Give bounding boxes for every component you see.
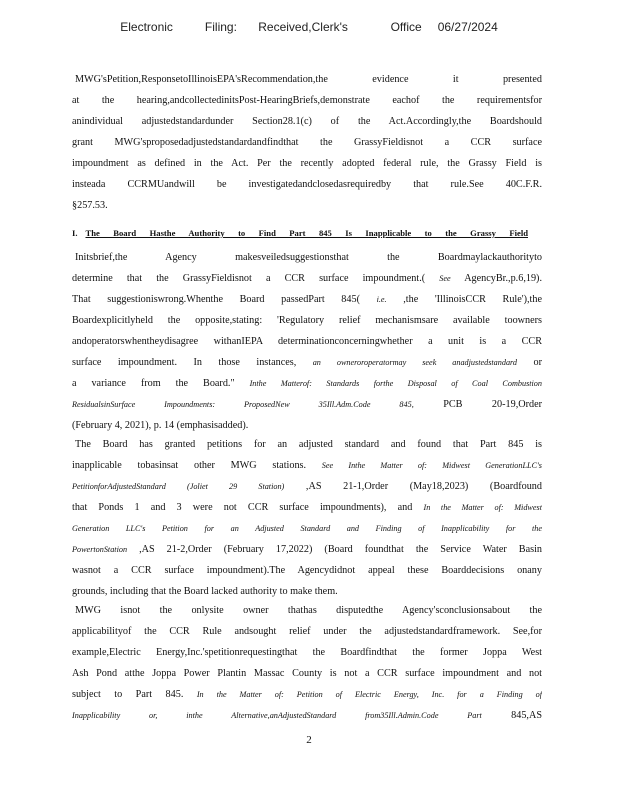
- paragraph-line: a variance from the Board." Inthe Matterof: Standards forthe Disposal of Coal Combustion: [72, 378, 542, 389]
- section-heading: [72, 227, 528, 239]
- paragraph-line: inapplicable tobasinsat other MWG stations. See Inthe Matter of: Midwest GenerationLLC's: [72, 460, 542, 471]
- paragraph-line: grounds, including that the Board lacked authority to make them.: [72, 586, 338, 597]
- paragraph-line: ResidualsinSurface Impoundments: ProposedNew 35Ill.Adm.Code 845, PCB 20-19,Order: [72, 399, 542, 410]
- paragraph-line: PowertonStation ,AS 21-2,Order (February 17,2022) (Board foundthat the Service Water Basin: [72, 544, 542, 555]
- paragraph-line: impoundment as defined in the Act. Per the recently adopted federal rule, the Grassy Field is: [72, 158, 542, 169]
- paragraph-line: example,Electric Energy,Inc.'spetitionrequestingthat the Boardfindthat the former Joppa West: [72, 647, 542, 658]
- paragraph-line: determine that the GrassyFieldisnot a CCR surface impoundment.( See AgencyBr.,p.6,19).: [72, 273, 542, 284]
- paragraph-line: Boardexplicitlyheld the opposite,stating: 'Regulatory relief mechanismsare available toowners: [72, 315, 542, 326]
- paragraph-line: subject to Part 845. In the Matter of: Petition of Electric Energy, Inc. for a Finding of: [72, 689, 542, 700]
- paragraph-line: Inapplicability or, inthe Alternative,anAdjustedStandard from35Ill.Admin.Code Part 845,AS: [72, 710, 542, 721]
- paragraph-line: wasnot a CCR surface impoundment).The Agencydidnot appeal these Boarddecisions onany: [72, 565, 542, 576]
- section-number: I.: [72, 228, 78, 238]
- section-title: The Board Hasthe Authority to Find Part 845 Is Inapplicable to the Grassy Field: [85, 228, 528, 238]
- paragraph-line: MWG'sPetition,ResponsetoIllinoisEPA'sRecommendation,the evidence it presented: [75, 74, 542, 85]
- paragraph-line: §257.53.: [72, 200, 108, 211]
- paragraph-line: MWG isnot the onlysite owner thathas disputedthe Agency'sconclusionsabout the: [75, 605, 542, 616]
- paragraph-line: surface impoundment. In those instances, an owneroroperatormay seek anadjustedstandard or: [72, 357, 542, 368]
- paragraph-line: grant MWG'sproposedadjustedstandardandfindthat the GrassyFieldisnot a CCR surface: [72, 137, 542, 148]
- filing-stamp-header: Electronic Filing: Received,Clerk's Office 06/27/2024: [120, 20, 498, 34]
- paragraph-line: anindividual adjustedstandardunder Section28.1(c) of the Act.Accordingly,the Boardshould: [72, 116, 542, 127]
- paragraph-line: Initsbrief,the Agency makesveiledsuggestionsthat the Boardmaylackauthorityto: [75, 252, 542, 263]
- paragraph-line: at the hearing,andcollectedinitsPost-HearingBriefs,demonstrate eachof the requirementsfor: [72, 95, 542, 106]
- paragraph-line: insteada CCRMUandwill be investigatedandclosedasrequiredby that rule.See 40C.F.R.: [72, 179, 542, 190]
- paragraph-line: Ash Pond atthe Joppa Power Plantin Massac County is not a CCR surface impoundment and not: [72, 668, 542, 679]
- paragraph-line: andoperatorswhentheydisagree withanIEPA determinationconcerningwhether a unit is a CCR: [72, 336, 542, 347]
- paragraph-line: The Board has granted petitions for an adjusted standard and found that Part 845 is: [75, 439, 542, 450]
- paragraph-line: PetitionforAdjustedStandard (Joliet 29 Station) ,AS 21-1,Order (May18,2023) (Boardfound: [72, 481, 542, 492]
- page-number: 2: [306, 734, 312, 746]
- paragraph-line: applicabilityof the CCR Rule andsought relief under the adjustedstandardframework. See,for: [72, 626, 542, 637]
- paragraph-line: That suggestioniswrong.Whenthe Board passedPart 845( i.e. ,the 'IllinoisCCR Rule'),the: [72, 294, 542, 305]
- paragraph-line: (February 4, 2021), p. 14 (emphasisadded).: [72, 420, 249, 431]
- paragraph-line: Generation LLC's Petition for an Adjusted Standard and Finding of Inapplicability for the: [72, 524, 542, 533]
- paragraph-line: that Ponds 1 and 3 were not CCR surface impoundments), and In the Matter of: Midwest: [72, 502, 542, 513]
